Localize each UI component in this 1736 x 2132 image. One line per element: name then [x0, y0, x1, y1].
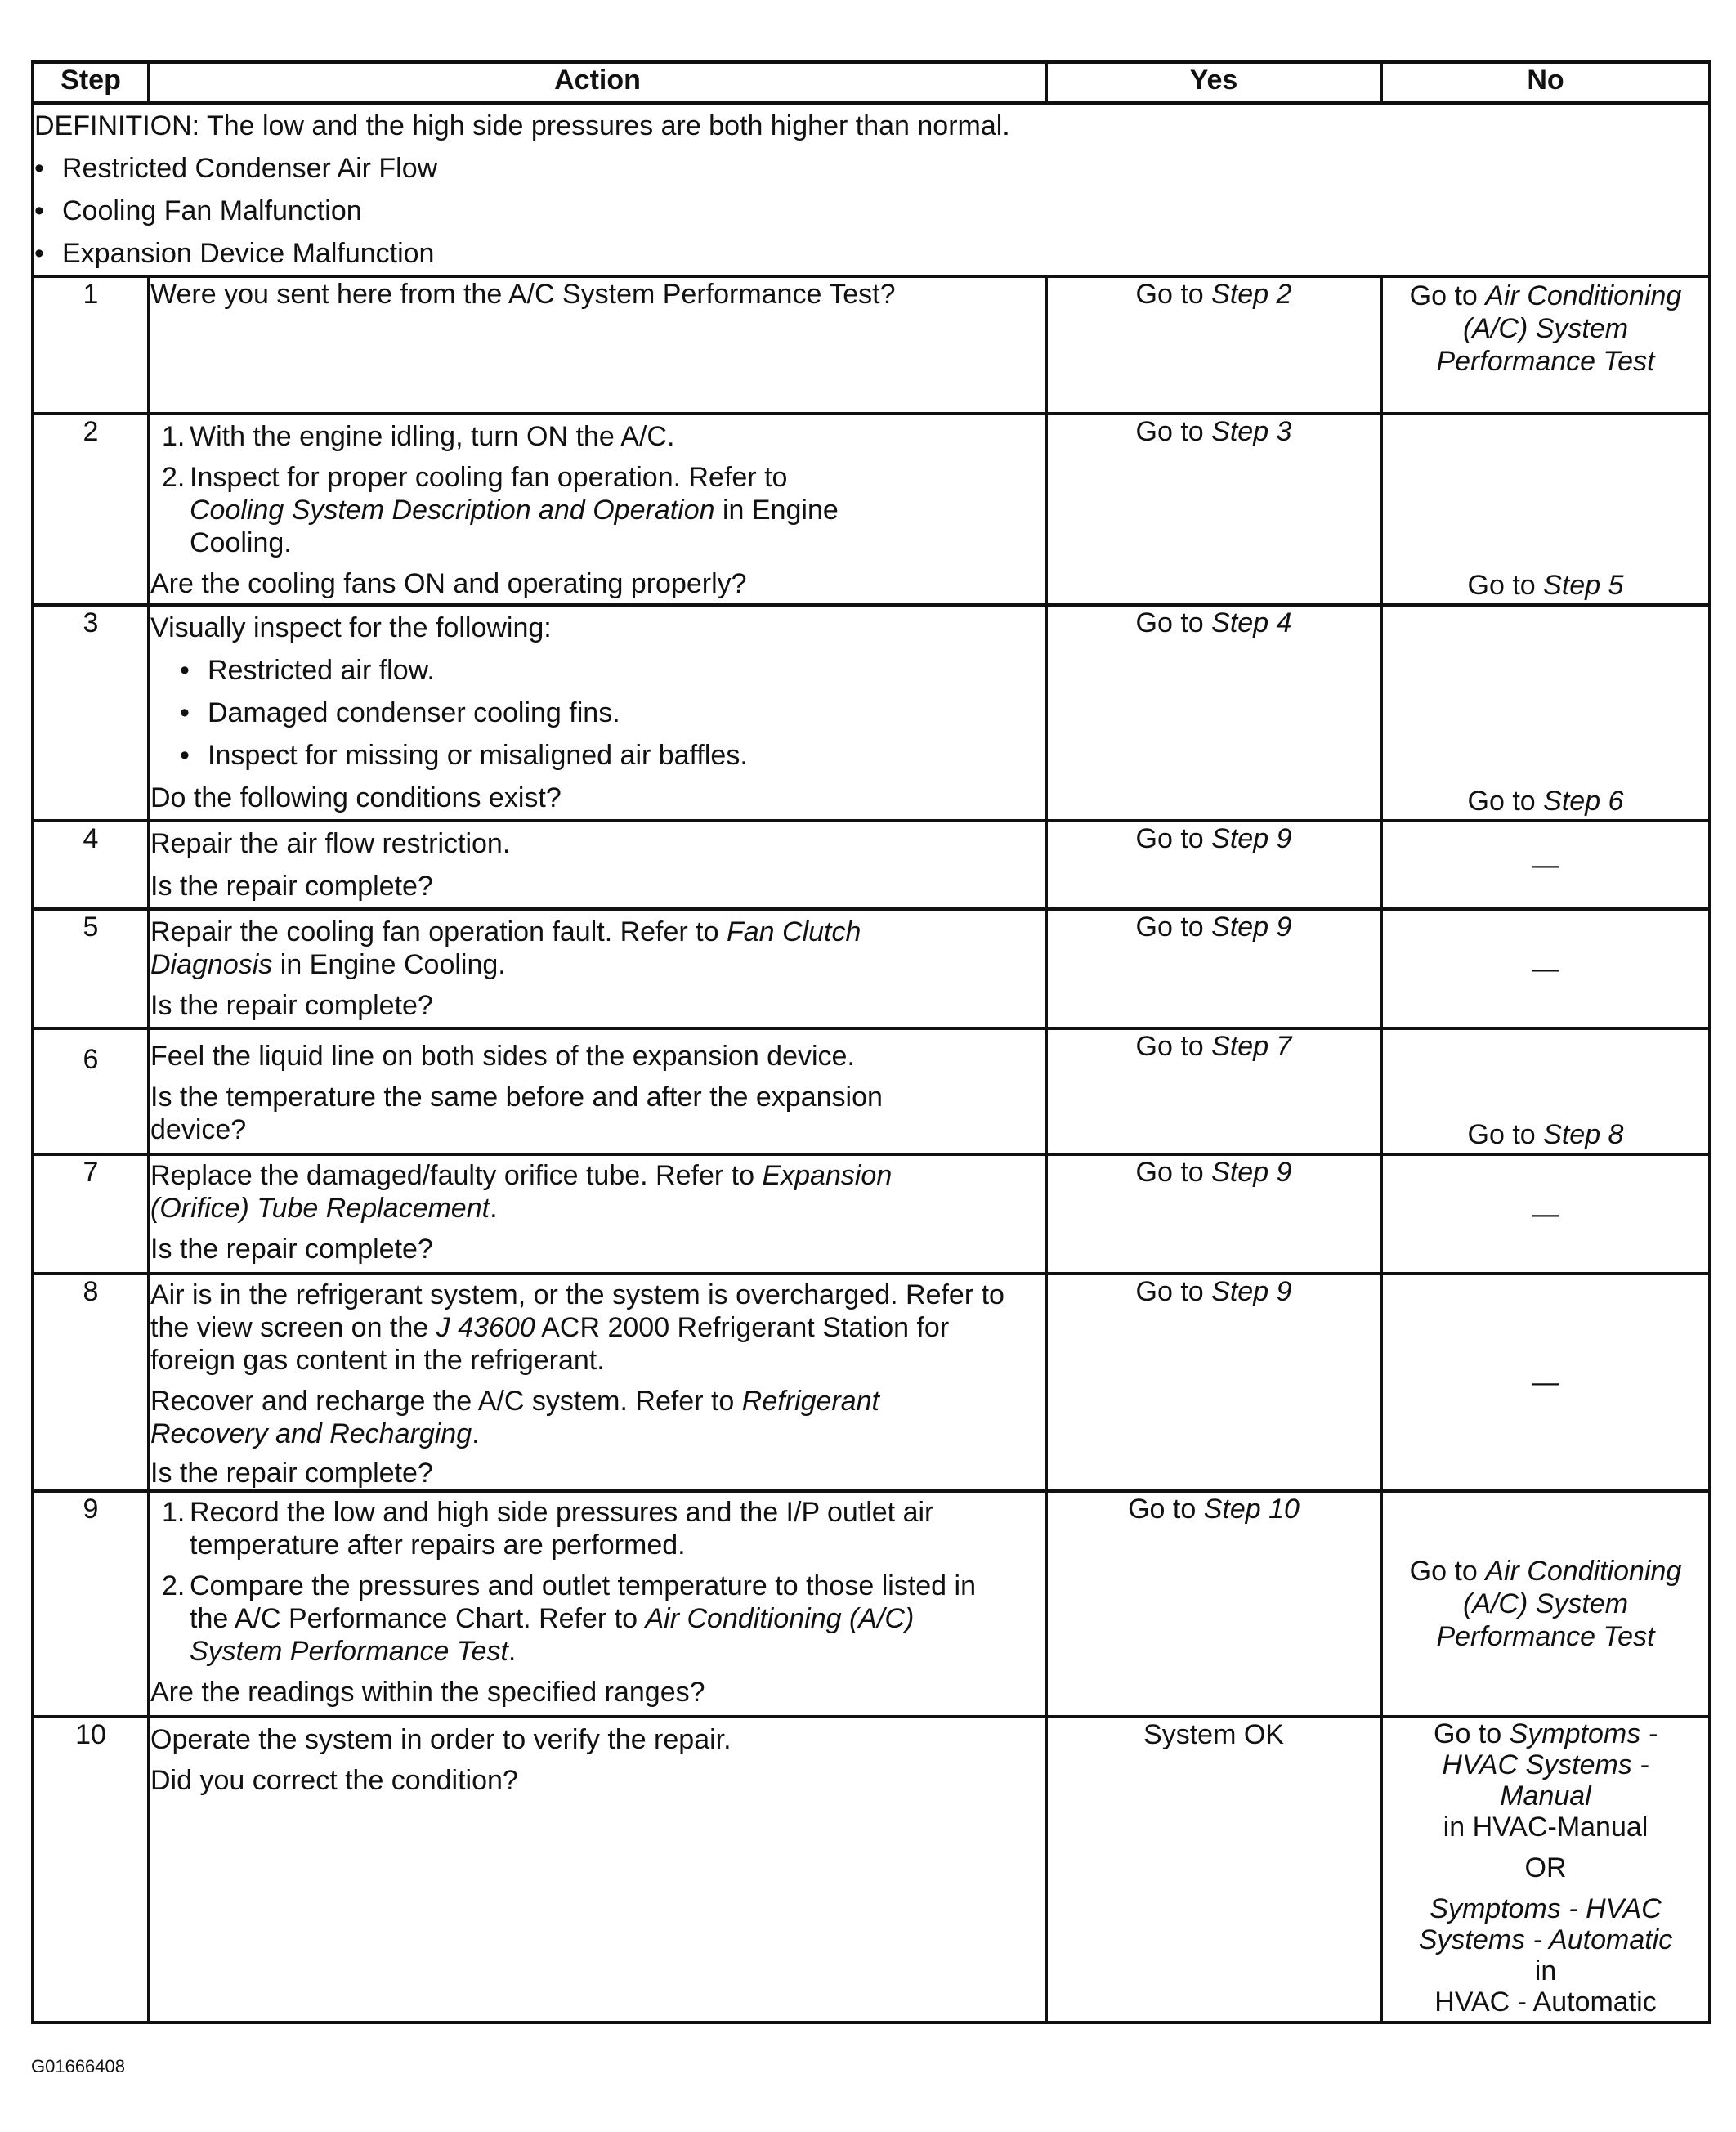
no-cell: Go to Air Conditioning (A/C) System Performance Test: [1381, 276, 1710, 414]
step-number: 5: [33, 909, 149, 1028]
step-number: 7: [33, 1154, 149, 1274]
definition-text: DEFINITION: The low and the high side pressures are both higher than normal.: [34, 110, 1010, 141]
check-bullet: • Damaged condenser cooling fins.: [180, 697, 620, 728]
step-instruction: Air is in the refrigerant system, or the system is overcharged. Refer to the view screen on the J 43600 ACR 2000 Refrigerant Station for foreign gas content in the refrigerant.: [150, 1279, 1004, 1376]
section-ref: in: [1534, 1955, 1557, 1986]
procedure-link[interactable]: Symptoms - HVAC: [1430, 1893, 1662, 1924]
step-question: Is the repair complete?: [150, 990, 433, 1021]
step-instruction: Recover and recharge the A/C system. Refer to Refrigerant Recovery and Recharging.: [150, 1386, 879, 1449]
definition-bullet: • Expansion Device Malfunction: [34, 232, 1708, 275]
step-action: [149, 276, 1046, 414]
yes-cell: Go to Step 2: [1046, 276, 1381, 414]
bullet-icon: •: [34, 195, 44, 226]
step-action: [149, 1028, 1046, 1154]
yes-cell: System OK: [1046, 1717, 1381, 2022]
step-action: [149, 414, 1046, 605]
step-link[interactable]: Step 3: [1211, 416, 1292, 447]
step-intro: Visually inspect for the following:: [150, 612, 552, 643]
section-ref: HVAC - Automatic: [1434, 1986, 1657, 2018]
step-instruction: Repair the air flow restriction.: [150, 828, 511, 859]
step-link[interactable]: Step 9: [1211, 1157, 1292, 1188]
step-link[interactable]: Step 8: [1543, 1119, 1624, 1150]
step-row: [33, 1274, 1710, 1491]
step-question: Are the readings within the specified ranges?: [150, 1677, 705, 1708]
bullet-icon: •: [34, 238, 44, 269]
procedure-link[interactable]: Cooling System Description and Operation: [190, 495, 715, 526]
step-number: 8: [33, 1274, 149, 1491]
procedure-link[interactable]: Fan Clutch Diagnosis: [150, 916, 861, 980]
no-cell: —: [1381, 909, 1710, 1028]
step-number: 6: [33, 1028, 149, 1154]
numbered-item: 1. With the engine idling, turn ON the A/C.: [162, 421, 675, 452]
step-link[interactable]: Step 10: [1203, 1494, 1300, 1525]
step-question: Are the cooling fans ON and operating properly?: [150, 568, 747, 599]
step-row: [33, 1491, 1710, 1717]
step-link[interactable]: Step 5: [1543, 570, 1624, 601]
step-question: Is the repair complete?: [150, 871, 433, 902]
check-bullet: • Restricted air flow.: [180, 655, 435, 686]
header-yes: Yes: [1046, 62, 1381, 103]
no-cell: Go to Step 6: [1381, 605, 1710, 821]
header-no: No: [1381, 62, 1710, 103]
definition-row: [33, 103, 1710, 276]
step-action: [149, 605, 1046, 821]
step-link[interactable]: Step 9: [1211, 911, 1292, 943]
definition-cell: [33, 103, 1710, 276]
procedure-link[interactable]: Symptoms -: [1509, 1718, 1658, 1749]
step-link[interactable]: Step 6: [1543, 786, 1624, 817]
yes-cell: Go to Step 7: [1046, 1028, 1381, 1154]
step-number: 9: [33, 1491, 149, 1717]
step-row: [33, 1028, 1710, 1154]
header-step: Step: [33, 62, 149, 103]
yes-cell: Go to Step 9: [1046, 821, 1381, 909]
or-separator: OR: [1524, 1852, 1567, 1883]
step-number: 1: [33, 276, 149, 414]
yes-cell: Go to Step 9: [1046, 909, 1381, 1028]
tool-number: J 43600: [436, 1312, 535, 1343]
step-number: 2: [33, 414, 149, 605]
figure-id: G01666408: [31, 2056, 125, 2076]
definition-bullet: • Cooling Fan Malfunction: [34, 190, 1708, 232]
yes-cell: Go to Step 3: [1046, 414, 1381, 605]
step-action: [149, 1491, 1046, 1717]
numbered-item: 2. Inspect for proper cooling fan operation. Refer to Cooling System Description and Operation in Engine Cooling.: [162, 462, 839, 558]
step-link[interactable]: Step 9: [1211, 823, 1292, 854]
step-row: [33, 414, 1710, 605]
yes-cell: Go to Step 9: [1046, 1154, 1381, 1274]
step-row: [33, 276, 1710, 414]
step-link[interactable]: Step 7: [1211, 1031, 1292, 1062]
step-link[interactable]: Step 9: [1211, 1276, 1292, 1307]
step-question: Is the repair complete?: [150, 1234, 433, 1265]
step-row: [33, 1717, 1710, 2022]
no-cell: —: [1381, 1274, 1710, 1491]
step-instruction: Feel the liquid line on both sides of the expansion device.: [150, 1041, 855, 1072]
step-number: 4: [33, 821, 149, 909]
yes-cell: Go to Step 4: [1046, 605, 1381, 821]
procedure-link[interactable]: Air Conditioning (A/C) System Performance Test: [1436, 1556, 1682, 1652]
procedure-link[interactable]: Air Conditioning (A/C) System Performance Test: [190, 1603, 915, 1667]
step-action: [149, 1154, 1046, 1274]
procedure-link[interactable]: Systems - Automatic: [1418, 1924, 1673, 1955]
step-action: [149, 909, 1046, 1028]
no-cell: Go to Air Conditioning (A/C) System Performance Test: [1381, 1491, 1710, 1717]
section-ref: in HVAC-Manual: [1443, 1812, 1649, 1843]
no-cell: —: [1381, 821, 1710, 909]
procedure-link[interactable]: Refrigerant Recovery and Recharging: [150, 1386, 879, 1449]
no-cell: —: [1381, 1154, 1710, 1274]
step-question: Do the following conditions exist?: [150, 782, 562, 813]
step-number: 3: [33, 605, 149, 821]
step-action: [149, 1274, 1046, 1491]
diagnostic-table: [31, 60, 1711, 2024]
procedure-link[interactable]: Manual: [1500, 1780, 1591, 1812]
definition-bullet: • Restricted Condenser Air Flow: [34, 147, 1708, 190]
step-row: [33, 1154, 1710, 1274]
step-question: Is the repair complete?: [150, 1458, 433, 1489]
step-link[interactable]: Step 2: [1211, 279, 1292, 310]
yes-cell: Go to Step 10: [1046, 1491, 1381, 1717]
table-header-row: [33, 62, 1710, 103]
step-question: Is the temperature the same before and after the expansion device?: [150, 1082, 883, 1145]
step-question: Were you sent here from the A/C System Performance Test?: [150, 279, 896, 310]
step-instruction: Repair the cooling fan operation fault. Refer to Fan Clutch Diagnosis in Engine Cooling.: [150, 916, 861, 980]
yes-cell: Go to Step 9: [1046, 1274, 1381, 1491]
procedure-link[interactable]: HVAC Systems -: [1442, 1749, 1649, 1780]
numbered-item: 1. Record the low and high side pressures and the I/P outlet air temperature after repairs are performed.: [162, 1497, 934, 1561]
step-row: [33, 909, 1710, 1028]
check-bullet: • Inspect for missing or misaligned air baffles.: [180, 740, 748, 771]
step-instruction: Replace the damaged/faulty orifice tube. Refer to Expansion (Orifice) Tube Replacement.: [150, 1160, 893, 1224]
step-row: [33, 605, 1710, 821]
step-row: [33, 821, 1710, 909]
procedure-link[interactable]: Expansion (Orifice) Tube Replacement: [150, 1160, 893, 1224]
bullet-icon: •: [34, 153, 44, 184]
header-action: Action: [149, 62, 1046, 103]
no-cell: Go to Step 8: [1381, 1028, 1710, 1154]
numbered-item: 2. Compare the pressures and outlet temperature to those listed in the A/C Performance Chart. Refer to Air Conditioning (A/C) System Performance Test.: [162, 1570, 976, 1667]
procedure-link[interactable]: Air Conditioning (A/C) System Performance Test: [1436, 280, 1682, 377]
step-question: Did you correct the condition?: [150, 1765, 518, 1796]
step-action: [149, 821, 1046, 909]
no-cell: Go to Step 5: [1381, 414, 1710, 605]
step-action: [149, 1717, 1046, 2022]
step-link[interactable]: Step 4: [1211, 607, 1292, 638]
no-cell: Go to Symptoms - HVAC Systems - Manual in HVAC-Manual OR Symptoms - HVAC Systems - Automatic in HVAC - Automatic: [1381, 1717, 1710, 2022]
step-instruction: Operate the system in order to verify the repair.: [150, 1724, 732, 1755]
step-number: 10: [33, 1717, 149, 2022]
